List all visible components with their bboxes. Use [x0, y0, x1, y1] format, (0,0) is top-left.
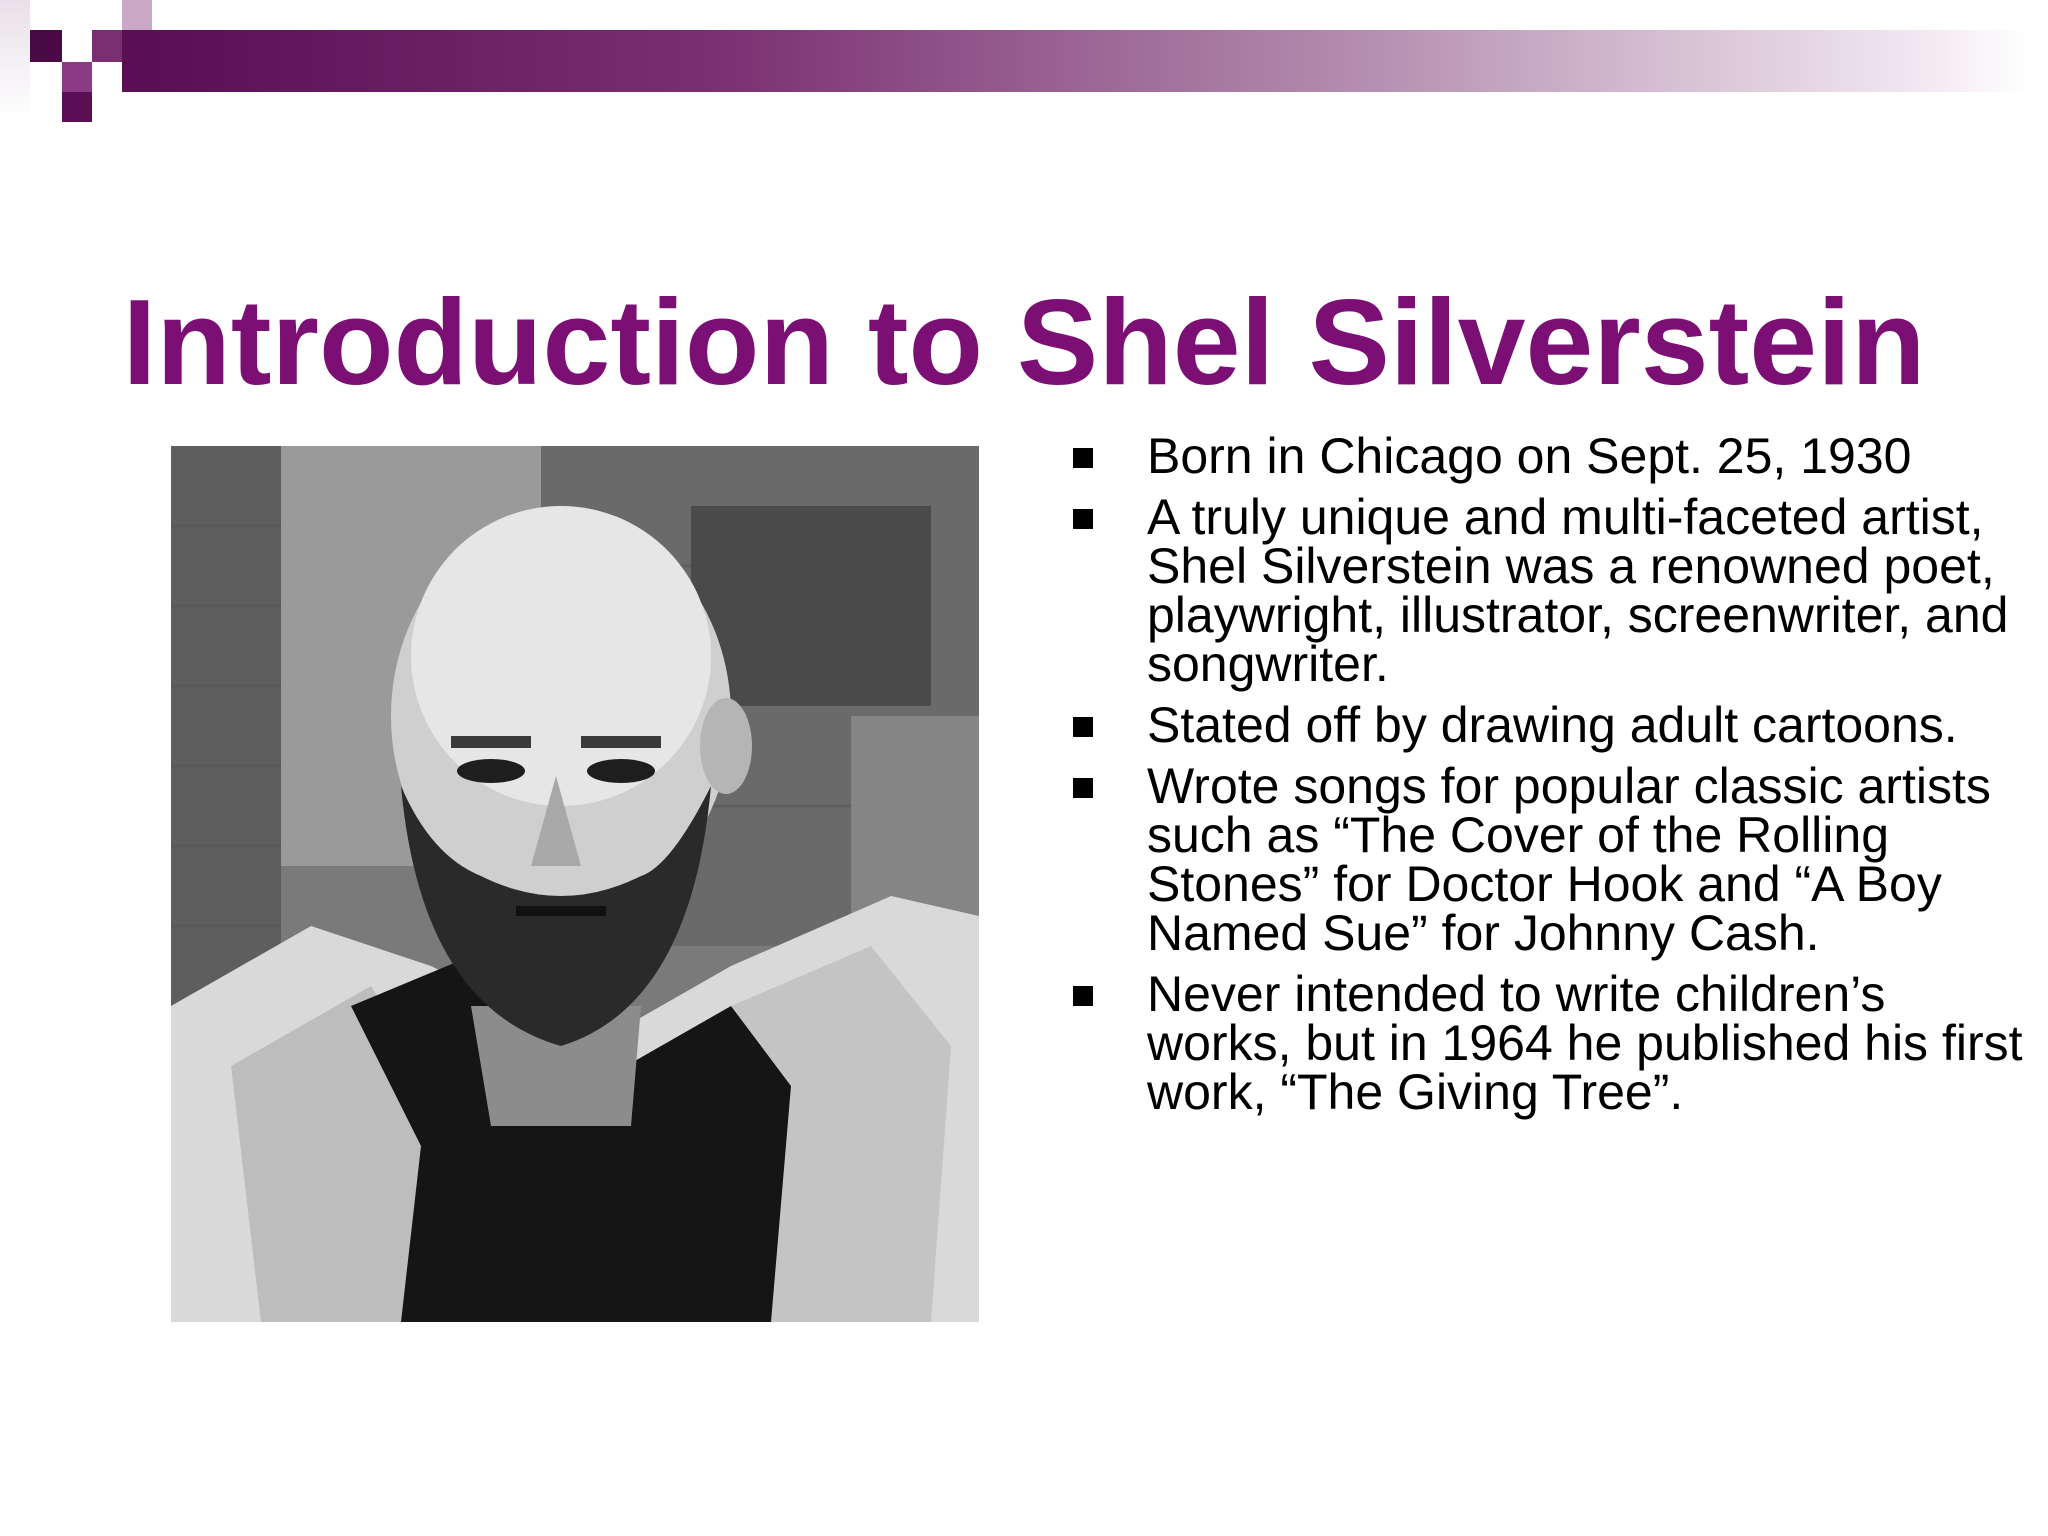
square-bullet-icon: [1073, 717, 1093, 737]
list-item: [1065, 758, 2025, 961]
square-bullet-icon: [1073, 448, 1093, 468]
list-item: [1065, 489, 2025, 692]
square-bullet-icon: [1073, 986, 1093, 1006]
decorative-block: [62, 92, 92, 122]
square-bullet-icon: [1073, 778, 1093, 798]
bullet-text: Stated off by drawing adult cartoons.: [1147, 697, 1958, 753]
slide-title: Introduction to Shel Silverstein: [122, 273, 1926, 410]
portrait-photo: [171, 446, 979, 1322]
list-item: [1065, 428, 2025, 484]
decorative-block: [30, 30, 62, 62]
bullet-text: A truly unique and multi-faceted artist, Shel Silverstein was a renowned poet, playwright, illustrator, screenwriter, and songwriter.: [1147, 489, 2009, 692]
decorative-block: [122, 0, 152, 30]
header-gradient-band: [148, 30, 2028, 92]
square-bullet-icon: [1073, 509, 1093, 529]
decorative-block: [92, 30, 122, 62]
bullet-text: Born in Chicago on Sept. 25, 1930: [1147, 428, 1912, 484]
bullet-text: Wrote songs for popular classic artists such as “The Cover of the Rolling Stones” for Doctor Hook and “A Boy Named Sue” for Johnny Cash.: [1147, 758, 1991, 961]
bullet-list: [1065, 428, 2025, 1129]
bullet-text: Never intended to write children’s works, but in 1964 he published his first work, “The Giving Tree”.: [1147, 966, 2023, 1120]
decorative-block: [0, 0, 30, 120]
decorative-block: [62, 62, 92, 92]
list-item: [1065, 966, 2025, 1120]
list-item: [1065, 697, 2025, 753]
